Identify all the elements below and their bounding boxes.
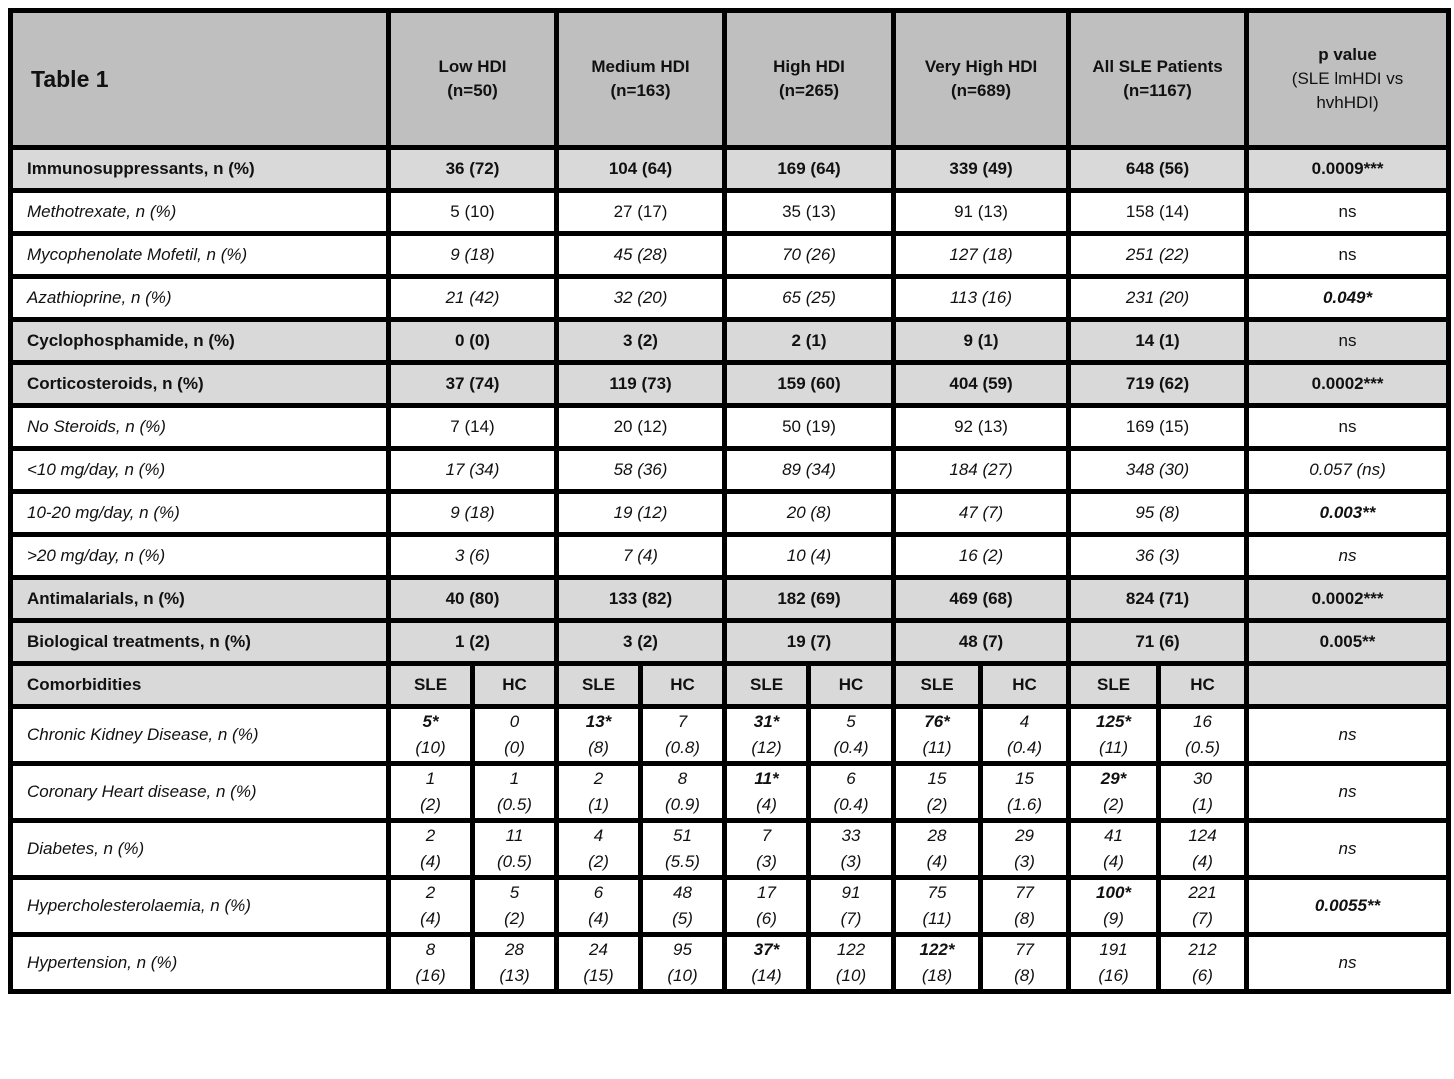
percent-value: (0.4) [833,795,869,814]
row-label: 10-20 mg/day, n (%) [11,492,389,535]
count-cell [389,764,473,821]
percent-value: (2) [926,795,948,814]
p-value-cell: ns [1247,935,1449,992]
row-label: Antimalarials, n (%) [11,578,389,621]
value-cell: 19 (7) [725,621,894,664]
count-cell [725,821,809,878]
count-cell [473,821,557,878]
table-row [11,320,1449,363]
count-cell [1159,821,1247,878]
sub-header: HC [641,664,725,707]
row-label: <10 mg/day, n (%) [11,449,389,492]
p-value-cell: ns [1247,406,1449,449]
value-cell: 45 (28) [557,234,725,277]
percent-value: (2) [420,795,441,814]
count-cell [1069,707,1159,764]
column-n: (n=689) [951,81,1012,100]
value-cell: 251 (22) [1069,234,1247,277]
count-cell [894,878,981,935]
value-cell: 20 (12) [557,406,725,449]
value-cell: 3 (6) [389,535,557,578]
value-cell: 17 (34) [389,449,557,492]
comorbidity-row [11,935,1449,992]
column-name: Low HDI [438,57,507,76]
count-cell [1069,878,1159,935]
percent-value: (8) [1014,966,1035,985]
count-value: 8 [425,940,436,959]
count-value: 7 [677,712,688,731]
value-cell: 9 (1) [894,320,1069,363]
sub-header: HC [981,664,1069,707]
percent-value: (0.4) [833,738,869,757]
percent-value: (10) [415,738,446,757]
value-cell: 3 (2) [557,621,725,664]
column-n: (n=1167) [1123,81,1192,100]
count-value: 33 [841,826,861,845]
percent-value: (16) [415,966,446,985]
column-header [557,11,725,148]
percent-value: (0.4) [1007,738,1042,757]
percent-value: (2) [504,909,525,928]
count-value: 212 [1188,940,1217,959]
count-value: 0 [509,712,520,731]
count-value: 2 [425,826,436,845]
count-cell [894,935,981,992]
percent-value: (0) [504,738,525,757]
value-cell: 648 (56) [1069,148,1247,191]
count-value: 1 [425,769,436,788]
percent-value: (4) [756,795,777,814]
count-cell [809,707,894,764]
count-value: 5* [422,712,439,731]
percent-value: (9) [1103,909,1124,928]
p-value-header [1247,11,1449,148]
percent-value: (16) [1098,966,1129,985]
value-cell: 40 (80) [389,578,557,621]
sub-header: SLE [1069,664,1159,707]
row-label: Coronary Heart disease, n (%) [11,764,389,821]
column-name: Very High HDI [924,57,1038,76]
percent-value: (10) [835,966,867,985]
percent-value: (4) [420,909,441,928]
p-value-title: p value [1318,45,1377,64]
count-value: 28 [927,826,947,845]
column-name: High HDI [773,57,845,76]
p-value-cell: 0.0002*** [1247,578,1449,621]
count-cell [557,707,641,764]
percent-value: (5) [672,909,693,928]
value-cell: 1 (2) [389,621,557,664]
value-cell: 16 (2) [894,535,1069,578]
value-cell: 27 (17) [557,191,725,234]
percent-value: (11) [1099,738,1129,757]
percent-value: (18) [921,966,953,985]
p-value-cell: ns [1247,234,1449,277]
percent-value: (11) [922,738,952,757]
sub-header: HC [473,664,557,707]
count-value: 51 [673,826,692,845]
row-label: Methotrexate, n (%) [11,191,389,234]
value-cell: 127 (18) [894,234,1069,277]
count-value: 125* [1096,712,1132,731]
p-value-cell: ns [1247,320,1449,363]
percent-value: (7) [840,909,862,928]
count-cell [641,707,725,764]
column-n: (n=50) [447,81,498,100]
table-row [11,449,1449,492]
p-value-subtitle: hvhHDI) [1316,93,1379,112]
comorbidity-row [11,707,1449,764]
value-cell: 95 (8) [1069,492,1247,535]
count-value: 77 [1015,883,1034,902]
count-value: 5 [846,712,856,731]
count-cell [894,707,981,764]
value-cell: 169 (64) [725,148,894,191]
value-cell: 65 (25) [725,277,894,320]
value-cell: 113 (16) [894,277,1069,320]
value-cell: 119 (73) [557,363,725,406]
percent-value: (0.5) [497,795,532,814]
sub-header: SLE [894,664,981,707]
value-cell: 104 (64) [557,148,725,191]
row-label: Biological treatments, n (%) [11,621,389,664]
count-cell [557,821,641,878]
count-cell [473,707,557,764]
percent-value: (5.5) [665,852,700,871]
count-cell [981,764,1069,821]
value-cell: 339 (49) [894,148,1069,191]
value-cell: 36 (72) [389,148,557,191]
comorbidity-row [11,764,1449,821]
percent-value: (1) [588,795,609,814]
value-cell: 719 (62) [1069,363,1247,406]
count-cell [389,878,473,935]
count-cell [1159,878,1247,935]
count-cell [981,935,1069,992]
table-row [11,492,1449,535]
count-cell [557,764,641,821]
value-cell: 14 (1) [1069,320,1247,363]
comorbidity-row [11,821,1449,878]
p-value-cell: 0.0009*** [1247,148,1449,191]
count-value: 4 [1019,712,1030,731]
table-row [11,578,1449,621]
count-value: 30 [1193,769,1212,788]
count-value: 15 [927,769,947,788]
count-cell [1159,935,1247,992]
row-label: Cyclophosphamide, n (%) [11,320,389,363]
count-cell [981,878,1069,935]
count-value: 221 [1188,883,1217,902]
count-cell [473,764,557,821]
row-label: >20 mg/day, n (%) [11,535,389,578]
count-cell [725,935,809,992]
count-value: 122 [836,940,866,959]
percent-value: (2) [1103,795,1124,814]
count-cell [641,935,725,992]
count-cell [894,764,981,821]
value-cell: 2 (1) [725,320,894,363]
value-cell: 348 (30) [1069,449,1247,492]
count-value: 11 [505,826,524,845]
count-value: 100* [1096,883,1132,902]
count-value: 76* [924,712,950,731]
count-cell [981,821,1069,878]
p-value-subtitle: (SLE lmHDI vs [1291,69,1404,88]
count-cell [809,764,894,821]
count-cell [1069,764,1159,821]
count-value: 17 [757,883,776,902]
count-cell [725,764,809,821]
empty-cell [1247,664,1449,707]
column-header [1069,11,1247,148]
count-cell [641,821,725,878]
value-cell: 48 (7) [894,621,1069,664]
percent-value: (1.6) [1007,795,1042,814]
count-value: 13* [585,712,612,731]
value-cell: 182 (69) [725,578,894,621]
value-cell: 231 (20) [1069,277,1247,320]
table-row [11,406,1449,449]
value-cell: 469 (68) [894,578,1069,621]
count-value: 8 [677,769,688,788]
percent-value: (4) [1192,852,1213,871]
value-cell: 71 (6) [1069,621,1247,664]
count-value: 91 [841,883,861,902]
count-value: 24 [589,940,608,959]
p-value-cell: 0.0055** [1247,878,1449,935]
count-cell [473,878,557,935]
count-value: 122* [919,940,955,959]
count-cell [809,878,894,935]
column-name: Medium HDI [591,57,690,76]
value-cell: 0 (0) [389,320,557,363]
count-cell [641,764,725,821]
data-table [8,8,1451,994]
column-header [894,11,1069,148]
table-row [11,234,1449,277]
table-row [11,191,1449,234]
percent-value: (8) [1014,909,1035,928]
percent-value: (8) [588,738,609,757]
value-cell: 36 (3) [1069,535,1247,578]
count-value: 77 [1015,940,1034,959]
count-value: 16 [1193,712,1212,731]
value-cell: 3 (2) [557,320,725,363]
row-label: Azathioprine, n (%) [11,277,389,320]
count-value: 48 [673,883,692,902]
count-cell [809,935,894,992]
table-row [11,363,1449,406]
table-row [11,535,1449,578]
value-cell: 9 (18) [389,234,557,277]
percent-value: (15) [583,966,614,985]
value-cell: 50 (19) [725,406,894,449]
count-value: 1 [509,769,520,788]
count-cell [557,935,641,992]
value-cell: 133 (82) [557,578,725,621]
count-cell [725,707,809,764]
count-cell [1069,935,1159,992]
comorbidities-header-row [11,664,1449,707]
percent-value: (14) [751,966,782,985]
comorbidity-row [11,878,1449,935]
value-cell: 89 (34) [725,449,894,492]
count-value: 75 [927,883,947,902]
count-cell [809,821,894,878]
column-name: All SLE Patients [1092,57,1223,76]
percent-value: (3) [1014,852,1035,871]
value-cell: 20 (8) [725,492,894,535]
percent-value: (7) [1192,909,1213,928]
p-value-cell: 0.0002*** [1247,363,1449,406]
value-cell: 404 (59) [894,363,1069,406]
percent-value: (0.8) [665,738,700,757]
value-cell: 169 (15) [1069,406,1247,449]
comorbidities-label: Comorbidities [11,664,389,707]
percent-value: (6) [756,909,777,928]
sub-header: SLE [557,664,641,707]
count-value: 191 [1099,940,1128,959]
value-cell: 21 (42) [389,277,557,320]
count-value: 2 [593,769,604,788]
column-n: (n=265) [779,81,840,100]
table-title: Table 1 [11,11,389,148]
percent-value: (13) [499,966,530,985]
value-cell: 7 (4) [557,535,725,578]
count-cell [389,821,473,878]
p-value-cell: ns [1247,707,1449,764]
sub-header: HC [809,664,894,707]
count-value: 28 [505,940,524,959]
row-label: Hypertension, n (%) [11,935,389,992]
p-value-cell: 0.049* [1247,277,1449,320]
count-value: 11* [754,769,779,788]
table-row [11,148,1449,191]
count-cell [1159,764,1247,821]
percent-value: (4) [926,852,948,871]
value-cell: 159 (60) [725,363,894,406]
row-label: No Steroids, n (%) [11,406,389,449]
table-row [11,277,1449,320]
percent-value: (0.5) [1185,738,1221,757]
value-cell: 92 (13) [894,406,1069,449]
percent-value: (3) [840,852,862,871]
p-value-cell: ns [1247,535,1449,578]
count-value: 95 [673,940,692,959]
percent-value: (4) [420,852,441,871]
value-cell: 37 (74) [389,363,557,406]
count-value: 37* [753,940,780,959]
count-cell [725,878,809,935]
p-value-cell: 0.005** [1247,621,1449,664]
value-cell: 91 (13) [894,191,1069,234]
sub-header: SLE [725,664,809,707]
count-cell [894,821,981,878]
row-label: Immunosuppressants, n (%) [11,148,389,191]
value-cell: 7 (14) [389,406,557,449]
header-row [11,11,1449,148]
row-label: Hypercholesterolaemia, n (%) [11,878,389,935]
column-header [725,11,894,148]
percent-value: (4) [1103,852,1124,871]
p-value-cell: 0.057 (ns) [1247,449,1449,492]
count-value: 6 [846,769,856,788]
column-header [389,11,557,148]
value-cell: 47 (7) [894,492,1069,535]
percent-value: (12) [751,738,782,757]
p-value-cell: ns [1247,191,1449,234]
p-value-cell: 0.003** [1247,492,1449,535]
percent-value: (1) [1192,795,1213,814]
count-cell [389,707,473,764]
value-cell: 58 (36) [557,449,725,492]
sub-header: SLE [389,664,473,707]
percent-value: (3) [756,852,777,871]
percent-value: (0.9) [665,795,700,814]
percent-value: (11) [922,909,952,928]
value-cell: 5 (10) [389,191,557,234]
p-value-cell: ns [1247,821,1449,878]
p-value-cell: ns [1247,764,1449,821]
count-cell [1159,707,1247,764]
value-cell: 10 (4) [725,535,894,578]
count-cell [473,935,557,992]
percent-value: (0.5) [497,852,532,871]
sub-header: HC [1159,664,1247,707]
count-value: 4 [593,826,604,845]
value-cell: 35 (13) [725,191,894,234]
percent-value: (4) [588,909,609,928]
value-cell: 824 (71) [1069,578,1247,621]
count-value: 41 [1104,826,1123,845]
value-cell: 32 (20) [557,277,725,320]
count-value: 6 [593,883,604,902]
count-value: 29 [1015,826,1034,845]
value-cell: 9 (18) [389,492,557,535]
percent-value: (2) [588,852,609,871]
value-cell: 184 (27) [894,449,1069,492]
count-value: 29* [1100,769,1127,788]
table-row [11,621,1449,664]
count-cell [1069,821,1159,878]
count-value: 5 [509,883,520,902]
count-value: 7 [761,826,772,845]
row-label: Corticosteroids, n (%) [11,363,389,406]
count-value: 124 [1188,826,1217,845]
row-label: Mycophenolate Mofetil, n (%) [11,234,389,277]
row-label: Chronic Kidney Disease, n (%) [11,707,389,764]
count-value: 15 [1015,769,1034,788]
percent-value: (10) [667,966,698,985]
count-value: 2 [425,883,436,902]
value-cell: 70 (26) [725,234,894,277]
count-cell [981,707,1069,764]
row-label: Diabetes, n (%) [11,821,389,878]
count-cell [557,878,641,935]
value-cell: 158 (14) [1069,191,1247,234]
count-value: 31* [753,712,780,731]
percent-value: (6) [1192,966,1213,985]
count-cell [389,935,473,992]
count-cell [641,878,725,935]
value-cell: 19 (12) [557,492,725,535]
column-n: (n=163) [610,81,671,100]
